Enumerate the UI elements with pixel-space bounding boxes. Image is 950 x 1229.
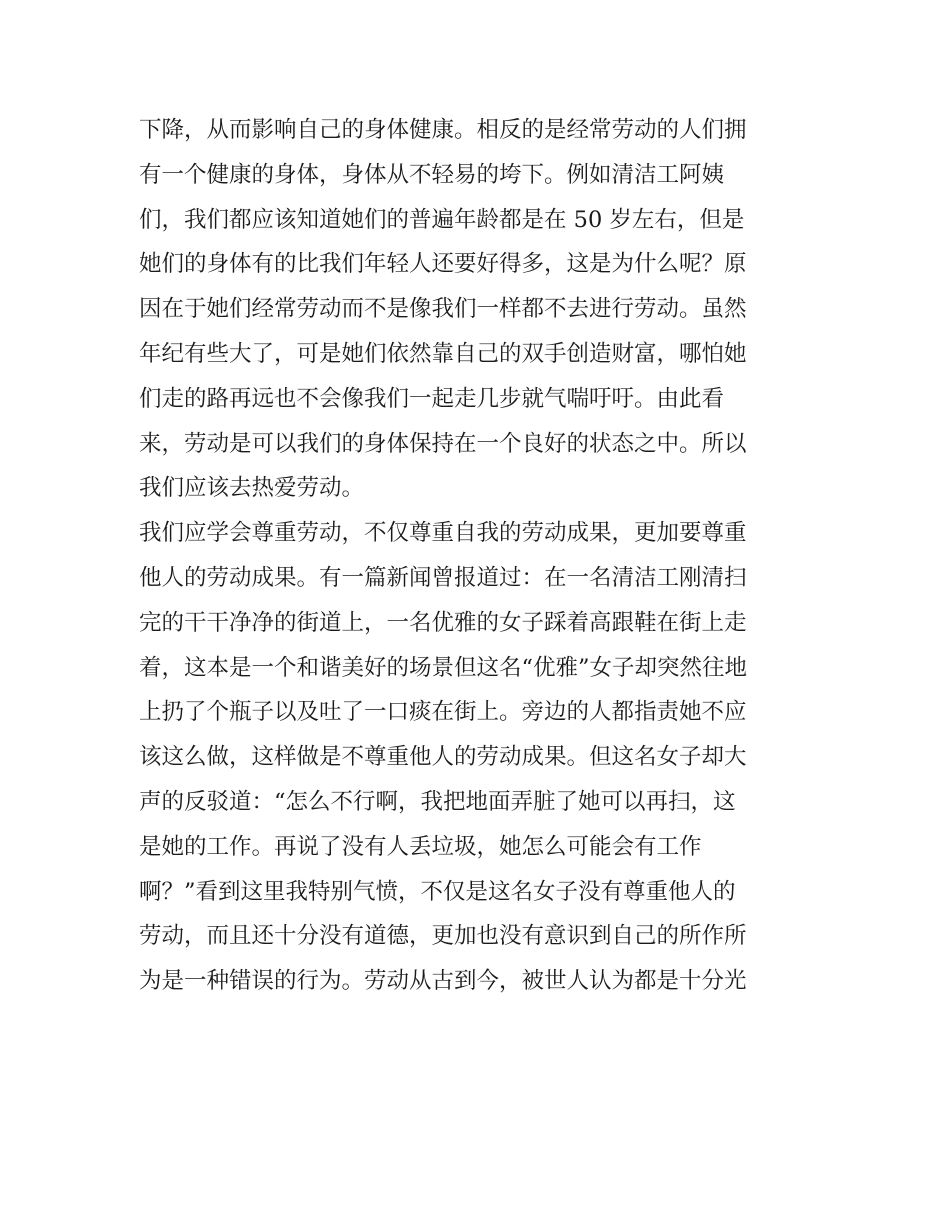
- text-line-20: 为是一种错误的行为。劳动从古到今，被世人认为都是十分光: [139, 968, 747, 995]
- body-text: [139, 108, 819, 1004]
- text-line-4: 她们的身体有的比我们年轻人还要好得多，这是为什么呢？原: [139, 251, 747, 278]
- text-line-7: 们走的路再远也不会像我们一起走几步就气喘吁吁。由此看: [139, 385, 725, 412]
- text-line-6: 年纪有些大了，可是她们依然靠自己的双手创造财富，哪怕她: [139, 340, 747, 367]
- text-line-18: 啊？”看到这里我特别气愤，不仅是这名女子没有尊重他人的: [139, 878, 736, 905]
- text-line-10: 我们应学会尊重劳动，不仅尊重自我的劳动成果，更加要尊重: [139, 520, 747, 547]
- text-line-8: 来，劳动是可以我们的身体保持在一个良好的状态之中。所以: [139, 430, 747, 457]
- text-line-17: 是她的工作。再说了没有人丢垃圾，她怎么可能会有工作: [139, 833, 702, 860]
- text-line-9: 我们应该去热爱劳动。: [139, 475, 365, 502]
- text-line-1: 下降，从而影响自己的身体健康。相反的是经常劳动的人们拥: [139, 117, 747, 143]
- text-line-11: 他人的劳动成果。有一篇新闻曾报道过：在一名清洁工刚清扫: [139, 564, 747, 591]
- text-line-19: 劳动，而且还十分没有道德，更加也没有意识到自己的所作所: [139, 923, 747, 950]
- text-line-13: 着，这本是一个和谐美好的场景但这名“优雅”女子却突然往地: [139, 654, 748, 681]
- text-line-15: 该这么做，这样做是不尊重他人的劳动成果。但这名女子却大: [139, 744, 747, 771]
- text-line-5: 因在于她们经常劳动而不是像我们一样都不去进行劳动。虽然: [139, 296, 747, 323]
- text-line-14: 上扔了个瓶子以及吐了一口痰在街上。旁边的人都指责她不应: [139, 699, 747, 726]
- text-line-12: 完的干干净净的街道上，一名优雅的女子踩着高跟鞋在街上走: [139, 609, 747, 636]
- text-line-3: 们，我们都应该知道她们的普遍年龄都是在 50 岁左右，但是: [139, 206, 745, 233]
- text-line-16: 声的反驳道：“怎么不行啊，我把地面弄脏了她可以再扫，这: [139, 788, 736, 815]
- text-line-2: 有一个健康的身体，身体从不轻易的垮下。例如清洁工阿姨: [139, 161, 725, 188]
